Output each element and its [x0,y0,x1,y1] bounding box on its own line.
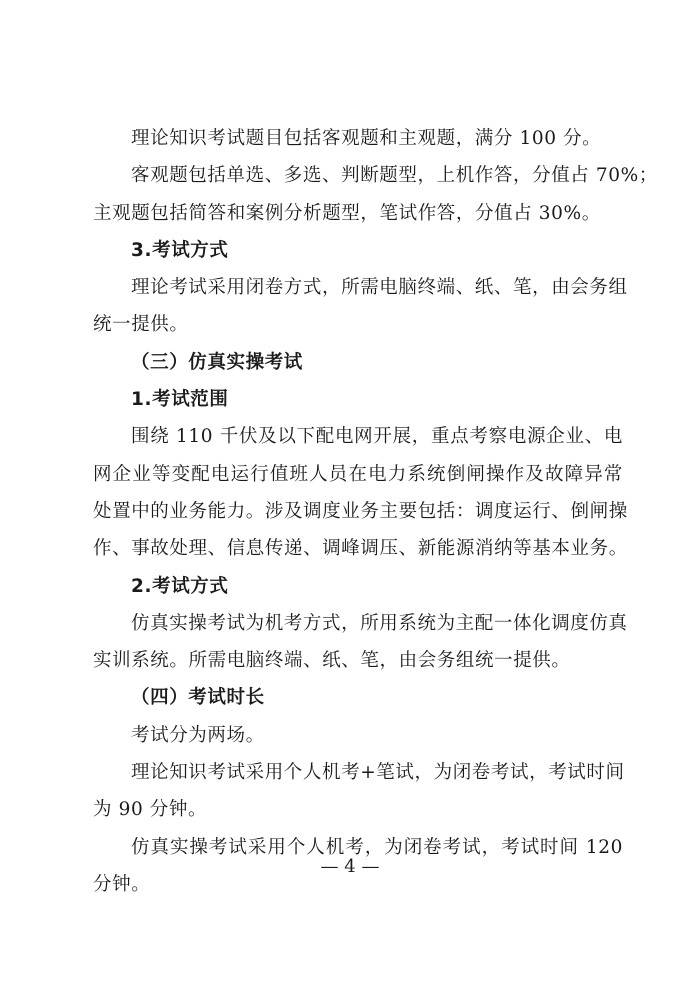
paragraph-line: 实训系统。所需电脑终端、纸、笔，由会务组统一提供。 [93,650,571,672]
paragraph-line: 处置中的业务能力。涉及调度业务主要包括：调度运行、倒闸操 [93,500,628,522]
document-body [93,120,658,903]
paragraph-line: 围绕 110 千伏及以下配电网开展，重点考察电源企业、电 [131,426,623,448]
section-heading: （三）仿真实操考试 [131,351,303,373]
paragraph-line: 客观题包括单选、多选、判断题型，上机作答，分值占 70%； [131,165,658,187]
paragraph-line: 仿真实操考试采用个人机考，为闭卷考试，考试时间 120 [131,836,623,858]
section-heading: 3.考试方式 [131,239,229,261]
paragraph-line: 分钟。 [93,873,151,895]
section-heading: 1.考试范围 [131,389,229,411]
paragraph-line: 主观题包括简答和案例分析题型，笔试作答，分值占 30%。 [93,202,601,224]
paragraph-line: 仿真实操考试为机考方式，所用系统为主配一体化调度仿真 [131,612,628,634]
section-heading: （四）考试时长 [131,687,265,709]
paragraph-line: 统一提供。 [93,314,189,336]
paragraph-line: 考试分为两场。 [131,724,265,746]
paragraph-line: 理论知识考试题目包括客观题和主观题，满分 100 分。 [131,128,602,149]
paragraph-line: 为 90 分钟。 [93,799,208,821]
paragraph-line: 作、事故处理、信息传递、调峰调压、新能源消纳等基本业务。 [93,538,628,560]
section-heading: 2.考试方式 [131,575,229,597]
paragraph-line: 理论知识考试采用个人机考+笔试，为闭卷考试，考试时间 [131,762,625,784]
paragraph-line: 网企业等变配电运行值班人员在电力系统倒闸操作及故障异常 [93,463,623,485]
paragraph-line: 理论考试采用闭卷方式，所需电脑终端、纸、笔，由会务组 [131,277,628,299]
page-number: — 4 — [320,856,380,877]
